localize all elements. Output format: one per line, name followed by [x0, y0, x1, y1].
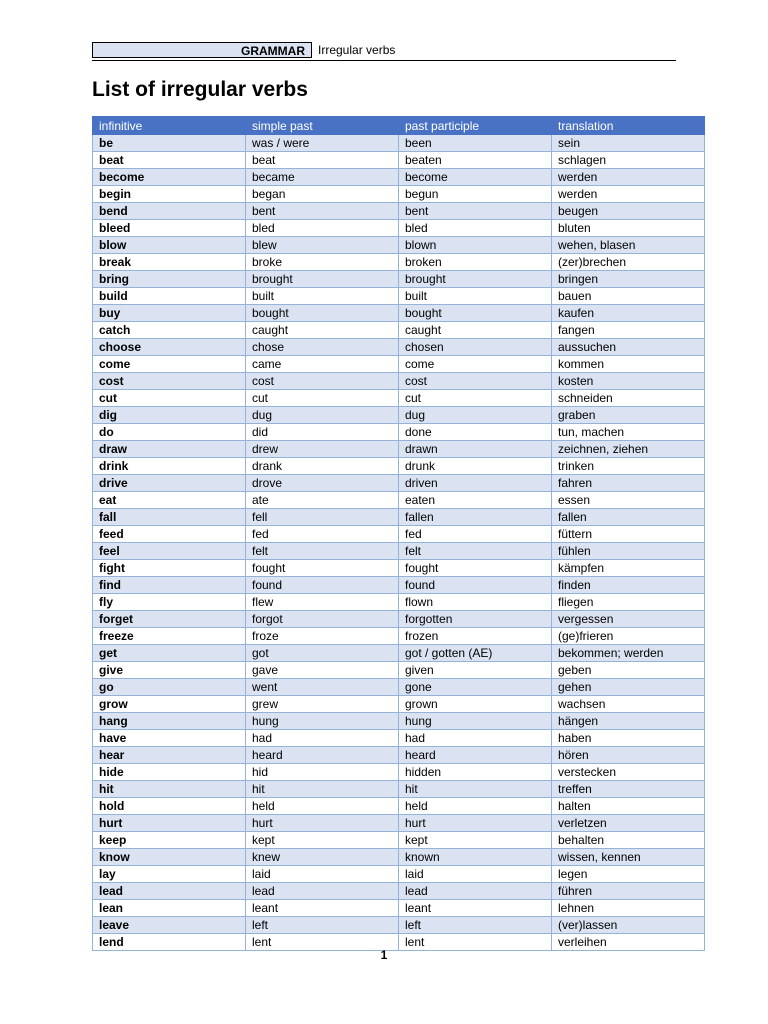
table-row — [93, 611, 705, 628]
cell-infinitive: choose — [93, 339, 246, 356]
cell-translation: (ver)lassen — [552, 917, 705, 934]
cell-translation: kommen — [552, 356, 705, 373]
cell-simple-past: laid — [246, 866, 399, 883]
cell-infinitive: fly — [93, 594, 246, 611]
cell-past-participle: caught — [399, 322, 552, 339]
cell-translation: bekommen; werden — [552, 645, 705, 662]
table-row — [93, 883, 705, 900]
cell-infinitive: leave — [93, 917, 246, 934]
cell-past-participle: bled — [399, 220, 552, 237]
cell-simple-past: lead — [246, 883, 399, 900]
cell-past-participle: cost — [399, 373, 552, 390]
cell-infinitive: hit — [93, 781, 246, 798]
table-row — [93, 594, 705, 611]
cell-simple-past: drove — [246, 475, 399, 492]
cell-infinitive: come — [93, 356, 246, 373]
page-header — [92, 42, 676, 61]
cell-infinitive: give — [93, 662, 246, 679]
cell-translation: sein — [552, 135, 705, 152]
cell-infinitive: hear — [93, 747, 246, 764]
cell-past-participle: built — [399, 288, 552, 305]
cell-simple-past: flew — [246, 594, 399, 611]
table-row — [93, 662, 705, 679]
table-row — [93, 798, 705, 815]
cell-infinitive: beat — [93, 152, 246, 169]
cell-infinitive: bend — [93, 203, 246, 220]
cell-translation: verstecken — [552, 764, 705, 781]
table-row — [93, 900, 705, 917]
table-row — [93, 169, 705, 186]
column-header-infinitive: infinitive — [93, 117, 246, 135]
cell-past-participle: left — [399, 917, 552, 934]
cell-past-participle: gone — [399, 679, 552, 696]
cell-past-participle: become — [399, 169, 552, 186]
cell-simple-past: bled — [246, 220, 399, 237]
page-title: List of irregular verbs — [92, 78, 308, 101]
cell-translation: wehen, blasen — [552, 237, 705, 254]
cell-past-participle: got / gotten (AE) — [399, 645, 552, 662]
cell-translation: legen — [552, 866, 705, 883]
table-row — [93, 135, 705, 152]
cell-past-participle: been — [399, 135, 552, 152]
cell-infinitive: blow — [93, 237, 246, 254]
cell-simple-past: chose — [246, 339, 399, 356]
table-row — [93, 577, 705, 594]
cell-infinitive: lean — [93, 900, 246, 917]
cell-simple-past: kept — [246, 832, 399, 849]
cell-translation: fühlen — [552, 543, 705, 560]
cell-past-participle: blown — [399, 237, 552, 254]
cell-simple-past: did — [246, 424, 399, 441]
cell-past-participle: hidden — [399, 764, 552, 781]
cell-simple-past: drew — [246, 441, 399, 458]
table-row — [93, 492, 705, 509]
cell-infinitive: catch — [93, 322, 246, 339]
cell-simple-past: lent — [246, 934, 399, 951]
cell-translation: finden — [552, 577, 705, 594]
cell-translation: zeichnen, ziehen — [552, 441, 705, 458]
cell-translation: tun, machen — [552, 424, 705, 441]
cell-simple-past: became — [246, 169, 399, 186]
cell-past-participle: brought — [399, 271, 552, 288]
cell-past-participle: felt — [399, 543, 552, 560]
cell-infinitive: feed — [93, 526, 246, 543]
cell-past-participle: given — [399, 662, 552, 679]
cell-simple-past: hit — [246, 781, 399, 798]
cell-translation: hängen — [552, 713, 705, 730]
cell-infinitive: fight — [93, 560, 246, 577]
cell-past-participle: driven — [399, 475, 552, 492]
cell-infinitive: go — [93, 679, 246, 696]
cell-translation: verletzen — [552, 815, 705, 832]
column-header-translation: translation — [552, 117, 705, 135]
table-row — [93, 645, 705, 662]
cell-simple-past: hung — [246, 713, 399, 730]
cell-past-participle: found — [399, 577, 552, 594]
cell-simple-past: got — [246, 645, 399, 662]
table-row — [93, 747, 705, 764]
cell-infinitive: do — [93, 424, 246, 441]
cell-infinitive: break — [93, 254, 246, 271]
table-row — [93, 849, 705, 866]
table-row — [93, 203, 705, 220]
cell-translation: lehnen — [552, 900, 705, 917]
cell-simple-past: fed — [246, 526, 399, 543]
table-row — [93, 832, 705, 849]
cell-past-participle: hung — [399, 713, 552, 730]
cell-simple-past: went — [246, 679, 399, 696]
cell-past-participle: fed — [399, 526, 552, 543]
cell-past-participle: laid — [399, 866, 552, 883]
cell-infinitive: have — [93, 730, 246, 747]
cell-infinitive: hurt — [93, 815, 246, 832]
table-row — [93, 305, 705, 322]
cell-past-participle: held — [399, 798, 552, 815]
cell-simple-past: drank — [246, 458, 399, 475]
table-row — [93, 509, 705, 526]
cell-translation: treffen — [552, 781, 705, 798]
cell-simple-past: cost — [246, 373, 399, 390]
cell-past-participle: lent — [399, 934, 552, 951]
cell-simple-past: bent — [246, 203, 399, 220]
table-row — [93, 237, 705, 254]
cell-translation: trinken — [552, 458, 705, 475]
cell-simple-past: froze — [246, 628, 399, 645]
cell-translation: bauen — [552, 288, 705, 305]
cell-simple-past: broke — [246, 254, 399, 271]
cell-translation: kaufen — [552, 305, 705, 322]
cell-translation: (ge)frieren — [552, 628, 705, 645]
cell-infinitive: find — [93, 577, 246, 594]
cell-simple-past: fought — [246, 560, 399, 577]
cell-simple-past: had — [246, 730, 399, 747]
cell-translation: kämpfen — [552, 560, 705, 577]
table-row — [93, 713, 705, 730]
irregular-verbs-table — [92, 116, 705, 951]
cell-past-participle: grown — [399, 696, 552, 713]
cell-past-participle: drawn — [399, 441, 552, 458]
cell-simple-past: caught — [246, 322, 399, 339]
table-row — [93, 764, 705, 781]
table-row — [93, 339, 705, 356]
table-row — [93, 679, 705, 696]
header-topic-label: Irregular verbs — [318, 43, 396, 57]
table-row — [93, 390, 705, 407]
cell-simple-past: began — [246, 186, 399, 203]
cell-translation: wachsen — [552, 696, 705, 713]
cell-translation: wissen, kennen — [552, 849, 705, 866]
cell-translation: haben — [552, 730, 705, 747]
page-number: 1 — [380, 948, 388, 962]
cell-translation: gehen — [552, 679, 705, 696]
cell-simple-past: hid — [246, 764, 399, 781]
cell-translation: vergessen — [552, 611, 705, 628]
cell-translation: fahren — [552, 475, 705, 492]
cell-past-participle: fallen — [399, 509, 552, 526]
table-row — [93, 866, 705, 883]
cell-infinitive: drive — [93, 475, 246, 492]
cell-past-participle: forgotten — [399, 611, 552, 628]
cell-infinitive: keep — [93, 832, 246, 849]
cell-infinitive: hold — [93, 798, 246, 815]
cell-infinitive: be — [93, 135, 246, 152]
table-row — [93, 628, 705, 645]
cell-translation: geben — [552, 662, 705, 679]
cell-past-participle: cut — [399, 390, 552, 407]
header-section-label: GRAMMAR — [92, 42, 312, 58]
cell-simple-past: grew — [246, 696, 399, 713]
cell-past-participle: had — [399, 730, 552, 747]
cell-translation: schlagen — [552, 152, 705, 169]
cell-infinitive: lay — [93, 866, 246, 883]
cell-infinitive: become — [93, 169, 246, 186]
cell-past-participle: begun — [399, 186, 552, 203]
cell-past-participle: bent — [399, 203, 552, 220]
cell-simple-past: bought — [246, 305, 399, 322]
cell-translation: werden — [552, 169, 705, 186]
table-body — [93, 135, 705, 951]
cell-simple-past: ate — [246, 492, 399, 509]
cell-infinitive: fall — [93, 509, 246, 526]
table-row — [93, 356, 705, 373]
cell-simple-past: left — [246, 917, 399, 934]
cell-translation: bluten — [552, 220, 705, 237]
cell-infinitive: bleed — [93, 220, 246, 237]
cell-simple-past: dug — [246, 407, 399, 424]
table-row — [93, 696, 705, 713]
cell-past-participle: hit — [399, 781, 552, 798]
table-row — [93, 526, 705, 543]
cell-infinitive: get — [93, 645, 246, 662]
table-row — [93, 373, 705, 390]
cell-simple-past: brought — [246, 271, 399, 288]
cell-translation: kosten — [552, 373, 705, 390]
cell-infinitive: grow — [93, 696, 246, 713]
cell-past-participle: frozen — [399, 628, 552, 645]
cell-past-participle: hurt — [399, 815, 552, 832]
cell-translation: beugen — [552, 203, 705, 220]
cell-translation: halten — [552, 798, 705, 815]
table-row — [93, 186, 705, 203]
cell-infinitive: build — [93, 288, 246, 305]
cell-simple-past: hurt — [246, 815, 399, 832]
cell-past-participle: bought — [399, 305, 552, 322]
cell-infinitive: dig — [93, 407, 246, 424]
cell-infinitive: draw — [93, 441, 246, 458]
cell-infinitive: lend — [93, 934, 246, 951]
table-row — [93, 322, 705, 339]
table-row — [93, 424, 705, 441]
table-row — [93, 917, 705, 934]
table-row — [93, 458, 705, 475]
cell-simple-past: heard — [246, 747, 399, 764]
cell-translation: fangen — [552, 322, 705, 339]
cell-past-participle: leant — [399, 900, 552, 917]
cell-past-participle: heard — [399, 747, 552, 764]
column-header-simple-past: simple past — [246, 117, 399, 135]
cell-translation: schneiden — [552, 390, 705, 407]
cell-infinitive: bring — [93, 271, 246, 288]
table-row — [93, 441, 705, 458]
table-row — [93, 934, 705, 951]
table-row — [93, 152, 705, 169]
table-row — [93, 815, 705, 832]
table-row — [93, 475, 705, 492]
table-row — [93, 560, 705, 577]
table-row — [93, 288, 705, 305]
cell-past-participle: chosen — [399, 339, 552, 356]
cell-simple-past: found — [246, 577, 399, 594]
cell-simple-past: felt — [246, 543, 399, 560]
cell-past-participle: lead — [399, 883, 552, 900]
table-row — [93, 543, 705, 560]
table-row — [93, 220, 705, 237]
cell-infinitive: know — [93, 849, 246, 866]
table-header-row — [93, 117, 705, 135]
cell-simple-past: cut — [246, 390, 399, 407]
cell-past-participle: fought — [399, 560, 552, 577]
table-row — [93, 254, 705, 271]
cell-infinitive: feel — [93, 543, 246, 560]
cell-simple-past: blew — [246, 237, 399, 254]
cell-past-participle: dug — [399, 407, 552, 424]
cell-past-participle: beaten — [399, 152, 552, 169]
cell-infinitive: eat — [93, 492, 246, 509]
cell-translation: werden — [552, 186, 705, 203]
cell-simple-past: beat — [246, 152, 399, 169]
table-row — [93, 407, 705, 424]
cell-translation: aussuchen — [552, 339, 705, 356]
cell-past-participle: eaten — [399, 492, 552, 509]
cell-infinitive: lead — [93, 883, 246, 900]
cell-past-participle: flown — [399, 594, 552, 611]
cell-infinitive: hide — [93, 764, 246, 781]
cell-infinitive: forget — [93, 611, 246, 628]
cell-infinitive: freeze — [93, 628, 246, 645]
cell-translation: fliegen — [552, 594, 705, 611]
cell-simple-past: built — [246, 288, 399, 305]
table-row — [93, 271, 705, 288]
cell-translation: verleihen — [552, 934, 705, 951]
cell-simple-past: came — [246, 356, 399, 373]
cell-translation: bringen — [552, 271, 705, 288]
cell-simple-past: was / were — [246, 135, 399, 152]
cell-translation: (zer)brechen — [552, 254, 705, 271]
cell-translation: füttern — [552, 526, 705, 543]
cell-infinitive: cut — [93, 390, 246, 407]
cell-past-participle: broken — [399, 254, 552, 271]
cell-past-participle: kept — [399, 832, 552, 849]
cell-simple-past: knew — [246, 849, 399, 866]
table-row — [93, 730, 705, 747]
cell-simple-past: held — [246, 798, 399, 815]
cell-simple-past: leant — [246, 900, 399, 917]
cell-past-participle: drunk — [399, 458, 552, 475]
cell-simple-past: gave — [246, 662, 399, 679]
cell-infinitive: begin — [93, 186, 246, 203]
table-row — [93, 781, 705, 798]
cell-past-participle: done — [399, 424, 552, 441]
cell-simple-past: fell — [246, 509, 399, 526]
cell-translation: essen — [552, 492, 705, 509]
column-header-past-participle: past participle — [399, 117, 552, 135]
cell-simple-past: forgot — [246, 611, 399, 628]
cell-translation: führen — [552, 883, 705, 900]
cell-infinitive: buy — [93, 305, 246, 322]
cell-translation: fallen — [552, 509, 705, 526]
cell-infinitive: cost — [93, 373, 246, 390]
cell-translation: graben — [552, 407, 705, 424]
cell-past-participle: known — [399, 849, 552, 866]
cell-translation: hören — [552, 747, 705, 764]
cell-infinitive: hang — [93, 713, 246, 730]
cell-infinitive: drink — [93, 458, 246, 475]
cell-translation: behalten — [552, 832, 705, 849]
cell-past-participle: come — [399, 356, 552, 373]
